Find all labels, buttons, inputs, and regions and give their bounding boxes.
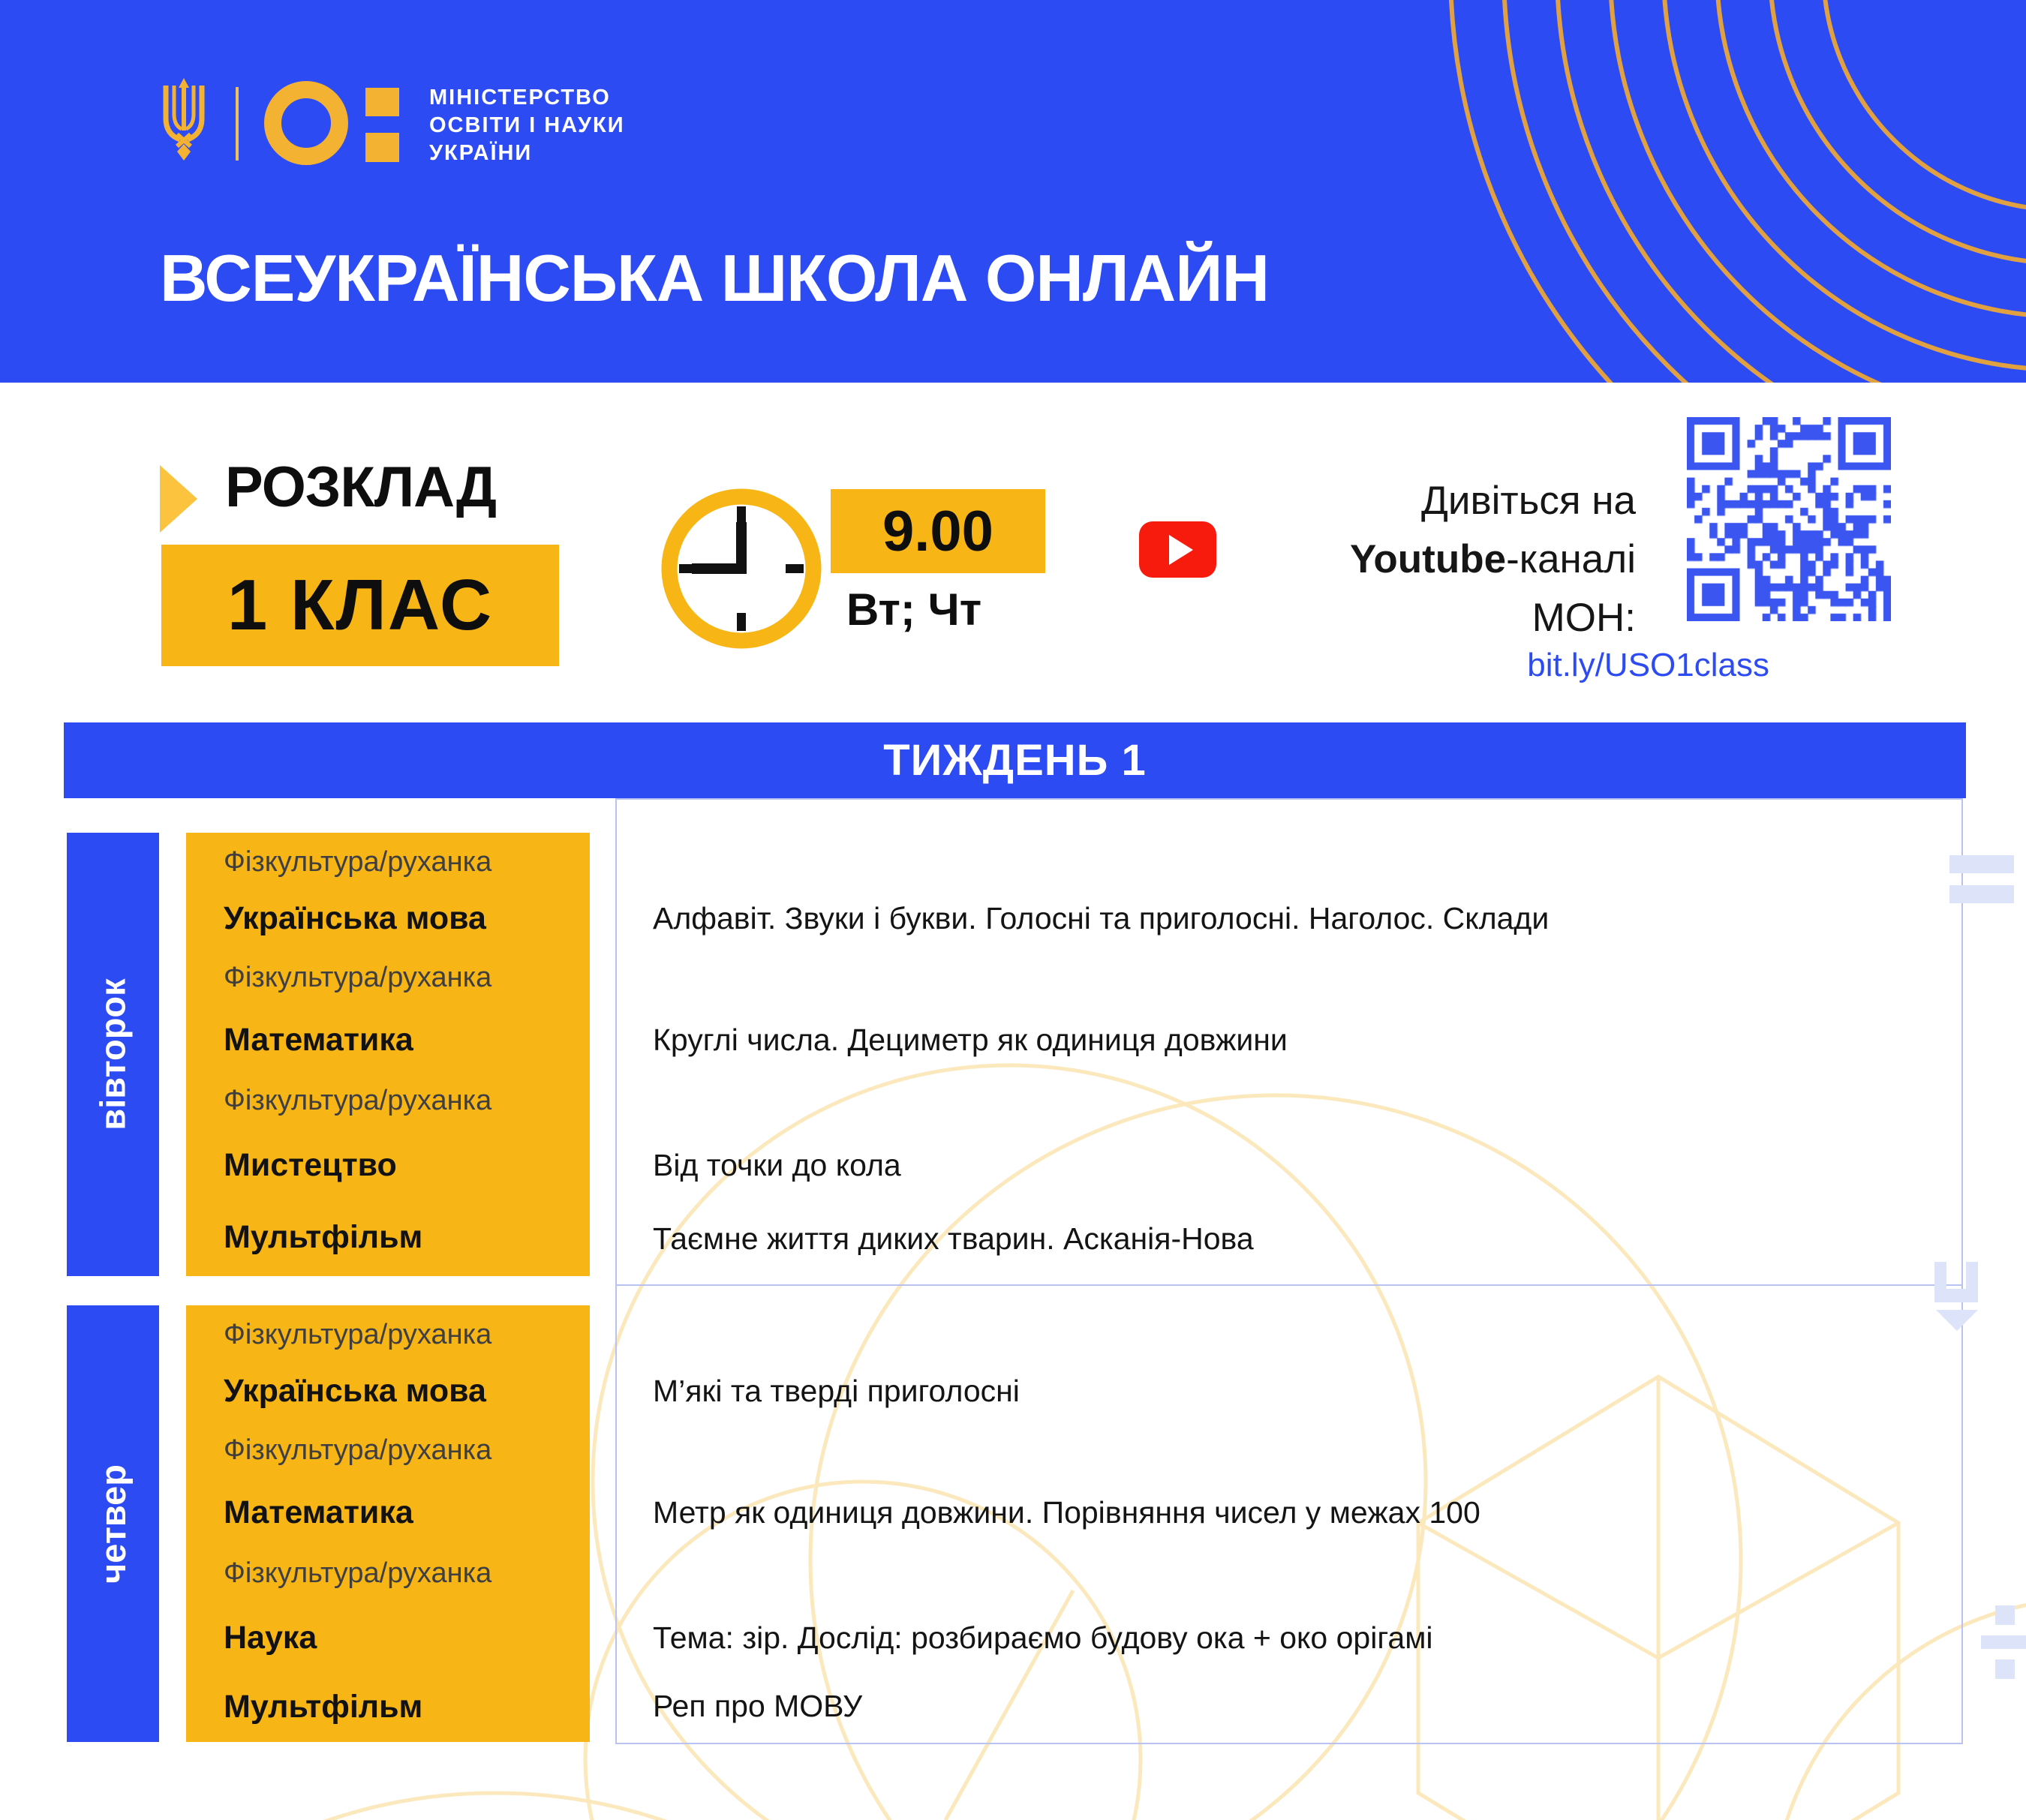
subject: Наука — [224, 1619, 317, 1656]
hero-header — [0, 0, 2026, 383]
subject: Мультфільм — [224, 1219, 423, 1255]
weekdays-short: Вт; Чт — [846, 584, 982, 635]
u-shape-decoration-icon — [1934, 1262, 1979, 1337]
page-title: ВСЕУКРАЇНСЬКА ШКОЛА ОНЛАЙН — [160, 241, 1269, 315]
subjects-thursday — [186, 1305, 590, 1742]
equals-decoration-icon — [1949, 855, 2014, 915]
watch-line-3: МОН: — [1532, 595, 1636, 640]
trident-emblem-icon — [157, 75, 211, 164]
subject: Мистецтво — [224, 1146, 397, 1183]
ministry-line: МІНІСТЕРСТВО — [429, 86, 611, 110]
time-badge: 9.00 — [831, 489, 1045, 573]
grade-badge: 1 КЛАС — [161, 545, 559, 666]
lesson-topic: М’які та тверді приголосні — [653, 1373, 1020, 1408]
youtube-icon — [1139, 521, 1216, 578]
lesson-topic: Метр як одиниця довжини. Порівняння чисел у межах 100 — [653, 1494, 1480, 1530]
mon-logo-ring-icon — [264, 81, 348, 165]
lesson-topic: Таємне життя диких тварин. Асканія-Нова — [653, 1221, 1254, 1256]
ministry-line: УКРАЇНИ — [429, 141, 533, 165]
ministry-brand-block — [0, 0, 2026, 383]
clock-icon — [659, 486, 824, 651]
subject: Математика — [224, 1021, 413, 1058]
divide-decoration-icon — [1981, 1605, 2026, 1679]
channel-word: -каналі — [1506, 536, 1636, 581]
subject: Фізкультура/руханка — [224, 1434, 492, 1466]
subject: Математика — [224, 1494, 413, 1530]
ministry-line: ОСВІТИ І НАУКИ — [429, 113, 625, 137]
watch-line-1: Дивіться на — [1421, 478, 1636, 523]
schedule-label: РОЗКЛАД — [225, 455, 496, 519]
week-title-bar: ТИЖДЕНЬ 1 — [64, 722, 1966, 798]
topics-thursday — [653, 1305, 1946, 1740]
lesson-topic: Алфавіт. Звуки і букви. Голосні та приголосні. Наголос. Склади — [653, 900, 1550, 936]
lesson-topic: Реп про МОВУ — [653, 1688, 863, 1723]
bitly-link[interactable]: bit.ly/USO1class — [1527, 647, 1769, 683]
subject: Фізкультура/руханка — [224, 1084, 492, 1116]
row-divider — [617, 1284, 1961, 1286]
subject: Фізкультура/руханка — [224, 1557, 492, 1589]
lesson-topic: Тема: зір. Дослід: розбираємо будову ока + око орігамі — [653, 1620, 1433, 1655]
qr-code — [1687, 417, 1891, 621]
schedule-info-band — [0, 383, 2026, 722]
brand-separator — [236, 87, 239, 161]
mon-logo-colon-icon — [365, 88, 399, 116]
subject: Мультфільм — [224, 1688, 423, 1725]
subject: Українська мова — [224, 1372, 486, 1409]
subject: Українська мова — [224, 899, 486, 936]
subject: Фізкультура/руханка — [224, 961, 492, 993]
topics-tuesday — [653, 833, 1946, 1279]
subjects-tuesday — [186, 833, 590, 1276]
arrow-right-icon — [160, 465, 197, 533]
youtube-word: Youtube — [1350, 536, 1507, 581]
ministry-name — [429, 84, 625, 167]
watch-line-2 — [1223, 530, 1636, 588]
subject: Фізкультура/руханка — [224, 845, 492, 878]
lesson-topic: Круглі числа. Дециметр як одиниця довжини — [653, 1022, 1288, 1057]
subject: Фізкультура/руханка — [224, 1318, 492, 1350]
watch-on-youtube-text — [1223, 471, 1636, 647]
mon-logo-colon-icon — [365, 133, 399, 162]
play-icon — [1169, 535, 1193, 565]
lesson-topic: Від точки до кола — [653, 1147, 901, 1182]
day-label-thursday: четвер — [67, 1305, 159, 1742]
day-label-tuesday: вівторок — [67, 833, 159, 1276]
topics-panel — [615, 798, 1963, 1744]
